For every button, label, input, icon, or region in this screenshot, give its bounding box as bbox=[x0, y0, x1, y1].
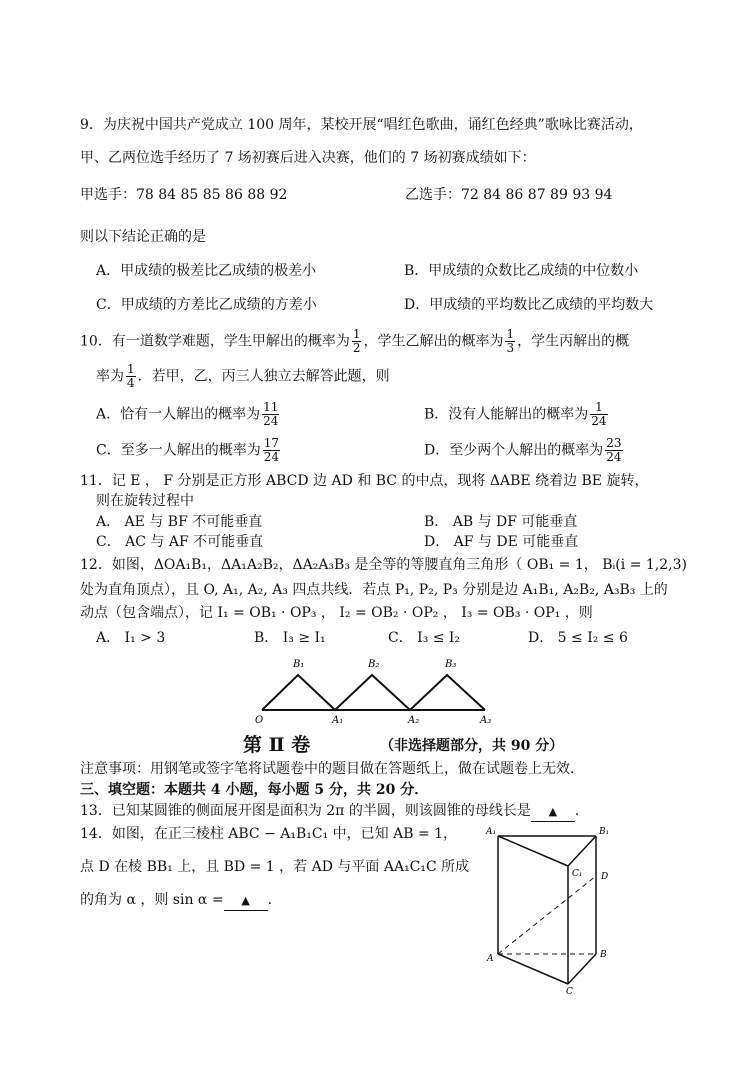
q11-option-a: A． AE 与 BF 不可能垂直 bbox=[96, 514, 263, 530]
q10-option-b-frac bbox=[590, 401, 607, 428]
label-d: D bbox=[601, 872, 609, 882]
frac-numerator: 1 bbox=[352, 327, 361, 341]
q10-option-b bbox=[424, 401, 610, 428]
q9-option-c: C．甲成绩的方差比乙成绩的方差小 bbox=[96, 297, 317, 313]
q10-text-4: 率为 bbox=[96, 368, 124, 385]
q11-line2: 则在旋转过程中 bbox=[96, 493, 194, 509]
frac-denominator: 2 bbox=[352, 341, 361, 355]
q10-option-d-frac bbox=[605, 437, 622, 464]
q10-option-d-text: D．至少两个人解出的概率为 bbox=[424, 442, 604, 459]
q12-line1: 12．如图，ΔOA₁B₁，ΔA₁A₂B₂，ΔA₂A₃B₃ 是全等的等腰直角三角形（ OB₁ = 1， Bᵢ(i = 1,2,3) bbox=[80, 557, 687, 573]
q9-jia-scores: 甲选手：78 84 85 85 86 88 92 bbox=[80, 187, 288, 203]
q10-text-3: ，学生丙解出的概 bbox=[517, 333, 630, 350]
q9-option-b: B．甲成绩的众数比乙成绩的中位数小 bbox=[404, 263, 639, 279]
q10-option-a bbox=[96, 401, 281, 428]
section-fill-in: 三、填空题：本题共 4 小题，每小题 5 分，共 20 分． bbox=[80, 782, 429, 798]
frac-denominator: 3 bbox=[506, 341, 515, 355]
q9-line2: 甲、乙两位选手经历了 7 场初赛后进入决赛，他们的 7 场初赛成绩如下： bbox=[80, 150, 536, 166]
q14-line1: 14．如图，在正三棱柱 ABC − A₁B₁C₁ 中，已知 AB = 1， bbox=[80, 826, 458, 842]
q10-text-2: ，学生乙解出的概率为 bbox=[363, 333, 504, 350]
q13-line bbox=[80, 802, 589, 822]
frac-denominator: 24 bbox=[606, 450, 622, 464]
q12-line3: 动点（包含端点），记 I₁ = OB₁ · OP₃ ， I₂ = OB₂ · OP₂ ， I₃ = OB₃ · OP₁ ，则 bbox=[80, 605, 593, 621]
q10-option-c-text: C．至多一人解出的概率为 bbox=[96, 442, 261, 459]
zigzag-triangles bbox=[262, 675, 485, 710]
frac-numerator: 23 bbox=[606, 436, 622, 450]
frac-denominator: 24 bbox=[263, 414, 279, 428]
frac-numerator: 17 bbox=[263, 436, 279, 450]
edge-a1c1 bbox=[498, 836, 568, 866]
label-a3: A₃ bbox=[480, 715, 492, 726]
frac-denominator: 4 bbox=[127, 376, 135, 390]
q12-triangles-figure bbox=[250, 654, 500, 726]
q14-line3-text: 的角为 α ，则 sin α = bbox=[80, 892, 224, 908]
q12-option-c: C． I₃ ≤ I₂ bbox=[388, 630, 461, 646]
edge-b1c1 bbox=[568, 836, 596, 866]
q9-option-a: A．甲成绩的极差比乙成绩的极差小 bbox=[96, 263, 317, 279]
q11-option-d: D． AF 与 DE 可能垂直 bbox=[424, 534, 579, 550]
label-b: B bbox=[600, 950, 607, 960]
label-c1: C₁ bbox=[572, 869, 583, 879]
q10-frac-jia bbox=[352, 328, 362, 355]
label-b2: B₂ bbox=[368, 659, 380, 670]
q10-line1 bbox=[80, 328, 629, 355]
part2-title: 第 Ⅱ 卷 bbox=[243, 734, 311, 756]
label-c: C bbox=[566, 987, 573, 994]
q10-frac-bing bbox=[126, 363, 136, 390]
segment-ad bbox=[498, 876, 596, 954]
q9-yi-scores: 乙选手：72 84 86 87 89 93 94 bbox=[405, 187, 613, 203]
q10-option-d bbox=[424, 437, 625, 464]
q11-option-b: B． AB 与 DF 可能垂直 bbox=[424, 514, 578, 530]
label-b1: B₁ bbox=[599, 827, 610, 837]
q14-answer-blank: ▲ bbox=[224, 892, 268, 911]
frac-numerator: 1 bbox=[590, 401, 607, 415]
q10-text-1: 10．有一道数学难题，学生甲解出的概率为 bbox=[80, 333, 350, 350]
frac-numerator: 1 bbox=[506, 327, 515, 341]
q10-option-a-text: A．恰有一人解出的概率为 bbox=[96, 406, 261, 423]
label-b3: B₃ bbox=[445, 659, 457, 670]
q10-option-c bbox=[96, 437, 282, 464]
q14-end: ． bbox=[267, 892, 282, 908]
label-a1: A₁ bbox=[332, 715, 344, 726]
frac-numerator: 11 bbox=[263, 400, 279, 414]
edge-bc bbox=[568, 954, 596, 984]
q14-line2: 点 D 在棱 BB₁ 上，且 BD = 1 ，若 AD 与平面 AA₁C₁C 所成 bbox=[80, 859, 470, 875]
label-a: A bbox=[487, 954, 494, 964]
q11-option-c: C． AC 与 AF 不可能垂直 bbox=[96, 534, 264, 550]
q12-option-d: D． 5 ≤ I₂ ≤ 6 bbox=[528, 630, 628, 646]
q10-option-b-text: B．没有人能解出的概率为 bbox=[424, 406, 589, 423]
q9-line1: 9．为庆祝中国共产党成立 100 周年，某校开展“唱红色歌曲，诵红色经典”歌咏比赛活动， bbox=[80, 117, 643, 133]
label-o: O bbox=[255, 715, 264, 726]
q13-text: 13．已知某圆锥的侧面展开图是面积为 2π 的半圆，则该圆锥的母线长是 bbox=[80, 803, 531, 819]
q13-end: ． bbox=[574, 803, 589, 819]
q10-option-c-frac bbox=[263, 437, 280, 464]
label-b1: B₁ bbox=[293, 659, 305, 670]
q14-line3 bbox=[80, 891, 282, 911]
q10-frac-yi bbox=[505, 328, 515, 355]
q10-option-a-frac bbox=[262, 401, 279, 428]
label-a2: A₂ bbox=[408, 715, 420, 726]
q12-option-b: B． I₃ ≥ I₁ bbox=[254, 630, 326, 646]
q13-answer-blank: ▲ bbox=[531, 803, 575, 822]
q10-text-5: ．若甲，乙，丙三人独立去解答此题，则 bbox=[137, 368, 390, 385]
frac-numerator: 1 bbox=[127, 362, 135, 376]
q9-ask: 则以下结论正确的是 bbox=[80, 229, 206, 245]
label-a1: A₁ bbox=[486, 827, 497, 837]
frac-denominator: 24 bbox=[263, 450, 279, 464]
q14-prism-figure bbox=[484, 824, 624, 994]
part2-subtitle: （非选择题部分，共 90 分） bbox=[380, 738, 564, 754]
frac-denominator: 24 bbox=[591, 414, 607, 428]
q12-option-a: A． I₁ > 3 bbox=[96, 630, 166, 646]
edge-ac bbox=[498, 954, 568, 984]
q10-line2 bbox=[96, 363, 390, 390]
part2-note: 注意事项：用钢笔或签字笔将试题卷中的题目做在答题纸上，做在试题卷上无效． bbox=[80, 761, 584, 777]
q9-option-d: D．甲成绩的平均数比乙成绩的平均数大 bbox=[404, 297, 654, 313]
q11-line1: 11．记 E ， F 分别是正方形 ABCD 边 AD 和 BC 的中点，现将 ΔABE 绕着边 BE 旋转， bbox=[80, 473, 649, 489]
q12-line2: 处为直角顶点），且 O, A₁, A₂, A₃ 四点共线．若点 P₁, P₂, P₃ 分别是边 A₁B₁, A₂B₂, A₃B₃ 上的 bbox=[80, 582, 668, 598]
